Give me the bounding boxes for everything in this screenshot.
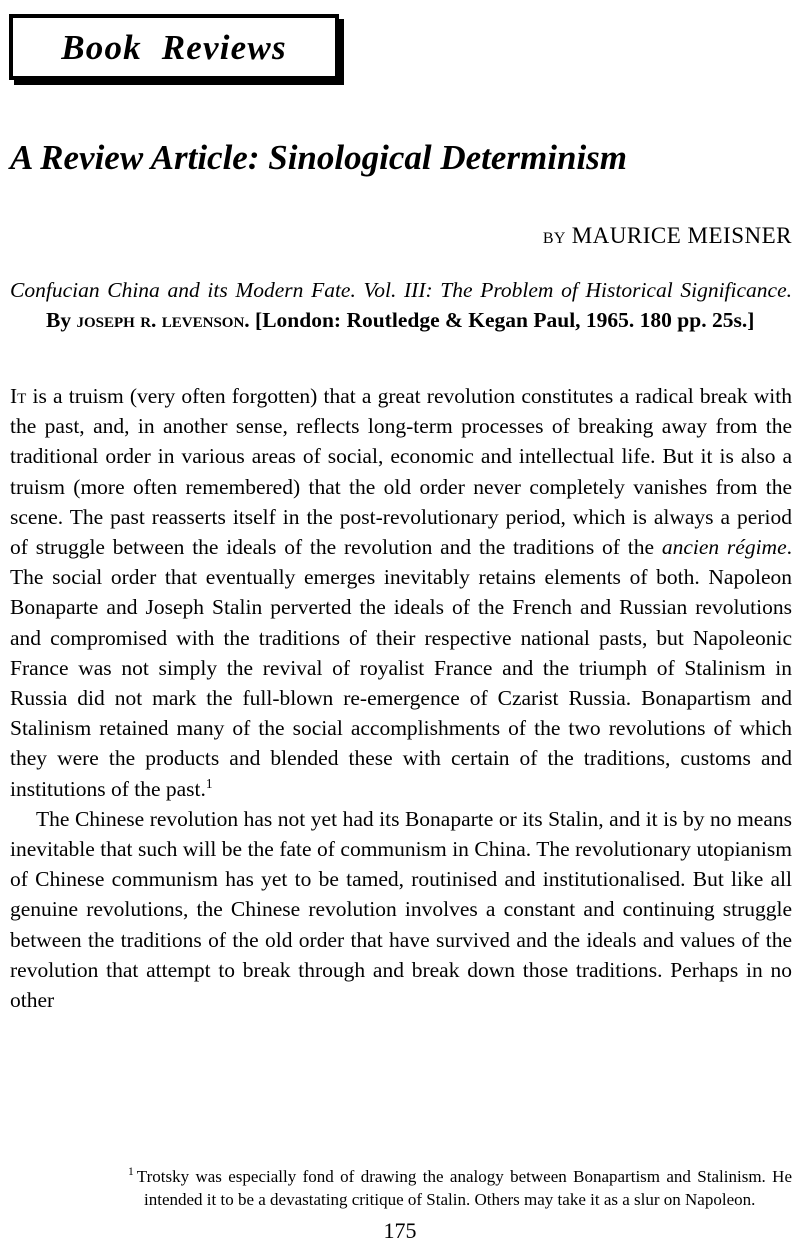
paragraph-1-opening-cap: I bbox=[10, 384, 18, 408]
paragraph-1-italic-phrase: ancien régime bbox=[661, 535, 787, 560]
page-number: 175 bbox=[383, 1218, 417, 1243]
byline bbox=[543, 223, 792, 249]
page-title: A Review Article: Sinological Determinism bbox=[10, 138, 628, 178]
paragraph-1-text-before-italic: is a truism (very often forgotten) that a great revolution constitutes a radical break with the past, and, in another sense, reflects long-term processes of breaking away from the traditional order in various areas of social, economic and intellectual life. But it is also a truism (more often remembered) that the old order never completely vanishes from the scene. The past reasserts itself in the post-revolutionary period, which is always a period of struggle between the ideals of the revolution and the traditions of the bbox=[10, 384, 792, 560]
book-citation bbox=[10, 276, 792, 335]
book-reviews-masthead bbox=[9, 14, 339, 80]
paragraph-1-text-after-italic: . The social order that eventually emerges inevitably retains elements of both. Napoleon Bonaparte and Joseph Stalin perverted the ideals of the French and Russian revolutions and compromised with the traditions of their respective national pasts, but Napoleonic France was not simply the revival of royalist France and the triumph of Stalinism in Russia did not mark the full-blown re-emergence of Czarist Russia. Bonapartism and Stalinism retained many of the social accomplishments of the two revolutions of which they were the products and blended these with certain of the traditions, customs and institutions of the past. bbox=[10, 535, 792, 801]
masthead-label: Book Reviews bbox=[61, 27, 287, 67]
byline-author: MAURICE MEISNER bbox=[571, 223, 792, 248]
citation-work-title: Confucian China and its Modern Fate. Vol. III: The Problem of Historical Significance. bbox=[10, 278, 792, 302]
paragraph-2: The Chinese revolution has not yet had its Bonaparte or its Stalin, and it is by no means inevitable that such will be the fate of communism in China. The revolutionary utopianism of Chinese communism has yet to be tamed, routinised and institutionalised. But like all genuine revolutions, the Chinese revolution involves a constant and continuing struggle between the traditions of the old order that have survived and the ideals and values of the revolution that attempt to break through and break down those traditions. Perhaps in no other bbox=[10, 806, 792, 1013]
paragraph-1-opening-smallcaps: t bbox=[17, 384, 27, 408]
footnote-line bbox=[128, 1166, 792, 1211]
citation-by-label: By bbox=[46, 307, 72, 332]
footnote-block bbox=[128, 1166, 792, 1211]
citation-publication: [London: Routledge & Kegan Paul, 1965. 180 pp. 25s.] bbox=[255, 307, 755, 332]
footnote-marker: 1 bbox=[128, 1165, 134, 1179]
citation-author: joseph r. levenson. bbox=[76, 307, 250, 332]
article-body bbox=[10, 381, 792, 1015]
paragraph-1 bbox=[10, 381, 792, 804]
masthead-box bbox=[9, 14, 339, 80]
citation-line bbox=[10, 276, 792, 335]
footnote-text: Trotsky was especially fond of drawing the analogy between Bonapartism and Stalinism. He intended it to be a devastating critique of Stalin. Others may take it as a slur on Napoleon. bbox=[136, 1167, 792, 1209]
footnote-reference-1[interactable]: 1 bbox=[205, 775, 213, 791]
byline-by-label: by bbox=[542, 223, 566, 248]
